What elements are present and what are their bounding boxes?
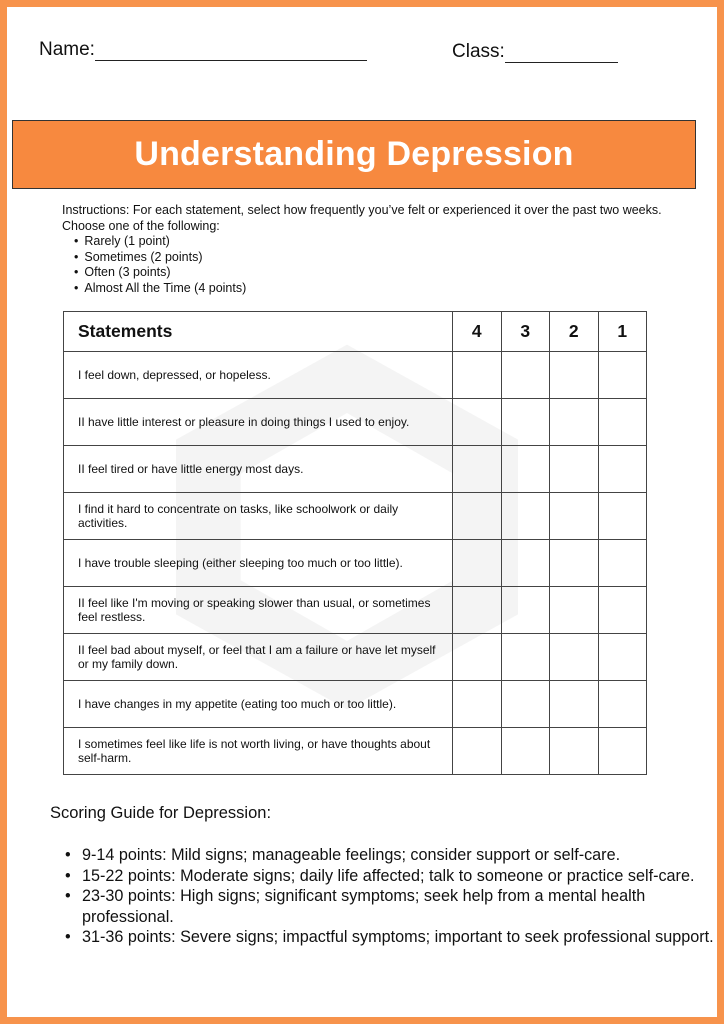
scoring-item: • 23-30 points: High signs; significant symptoms; seek help from a mental health professional. [65,886,715,927]
statements-table [63,311,647,775]
score-cell-2[interactable] [550,446,599,493]
class-field[interactable] [452,37,618,63]
score-cell-2[interactable] [550,493,599,540]
table-row [64,493,647,540]
statement-cell: I sometimes feel like life is not worth living, or have thoughts about self-harm. [64,728,453,775]
table-row [64,728,647,775]
score-cell-1[interactable] [598,399,647,446]
statement-cell: I find it hard to concentrate on tasks, like schoolwork or daily activities. [64,493,453,540]
score-cell-4[interactable] [453,728,502,775]
score-cell-3[interactable] [501,399,550,446]
page-title: Understanding Depression [134,135,574,173]
statement-cell: II feel bad about myself, or feel that I am a failure or have let myself or my family down. [64,634,453,681]
score-cell-4[interactable] [453,493,502,540]
scoring-item: • 31-36 points: Severe signs; impactful symptoms; important to seek professional support. [65,927,715,948]
score-cell-3[interactable] [501,352,550,399]
table-row [64,587,647,634]
name-input-line[interactable] [95,37,367,61]
option-item: • Rarely (1 point) [74,234,702,250]
score-cell-4[interactable] [453,399,502,446]
table-row [64,540,647,587]
table-row [64,352,647,399]
table-row [64,446,647,493]
score-header-4: 4 [453,312,502,352]
score-cell-4[interactable] [453,681,502,728]
statement-cell: II have little interest or pleasure in doing things I used to enjoy. [64,399,453,446]
scoring-item: • 15-22 points: Moderate signs; daily life affected; talk to someone or practice self-care. [65,866,715,887]
scoring-item: • 9-14 points: Mild signs; manageable feelings; consider support or self-care. [65,845,715,866]
score-cell-3[interactable] [501,681,550,728]
option-item: • Almost All the Time (4 points) [74,281,702,297]
score-cell-4[interactable] [453,540,502,587]
instructions-text: Instructions: For each statement, select how frequently you’ve felt or experienced it over the past two weeks. Choose one of the following: [62,203,662,233]
name-label: Name: [39,39,95,60]
instructions-options [74,234,702,296]
score-cell-3[interactable] [501,493,550,540]
score-cell-3[interactable] [501,728,550,775]
statements-header: Statements [64,312,453,352]
score-cell-4[interactable] [453,446,502,493]
score-cell-1[interactable] [598,587,647,634]
option-item: • Often (3 points) [74,265,702,281]
score-cell-3[interactable] [501,634,550,681]
statement-cell: I have changes in my appetite (eating too much or too little). [64,681,453,728]
score-cell-2[interactable] [550,540,599,587]
score-cell-4[interactable] [453,587,502,634]
score-cell-1[interactable] [598,446,647,493]
score-cell-3[interactable] [501,587,550,634]
statement-cell: I feel down, depressed, or hopeless. [64,352,453,399]
statement-cell: II feel like I'm moving or speaking slower than usual, or sometimes feel restless. [64,587,453,634]
statement-cell: I have trouble sleeping (either sleeping too much or too little). [64,540,453,587]
score-cell-1[interactable] [598,493,647,540]
score-header-2: 2 [550,312,599,352]
score-cell-2[interactable] [550,352,599,399]
name-field[interactable] [39,37,367,61]
score-cell-2[interactable] [550,587,599,634]
scoring-title: Scoring Guide for Depression: [50,804,272,822]
score-cell-1[interactable] [598,634,647,681]
table-row [64,399,647,446]
score-cell-1[interactable] [598,681,647,728]
option-item: • Sometimes (2 points) [74,250,702,266]
score-cell-4[interactable] [453,352,502,399]
table-row [64,634,647,681]
score-cell-4[interactable] [453,634,502,681]
score-cell-2[interactable] [550,399,599,446]
score-cell-1[interactable] [598,540,647,587]
title-banner [12,120,696,189]
score-header-3: 3 [501,312,550,352]
score-cell-2[interactable] [550,634,599,681]
score-cell-2[interactable] [550,681,599,728]
table-row [64,681,647,728]
table-header-row [64,312,647,352]
score-cell-2[interactable] [550,728,599,775]
class-input-line[interactable] [505,37,618,63]
instructions [62,203,702,296]
score-cell-1[interactable] [598,352,647,399]
score-cell-3[interactable] [501,540,550,587]
score-header-1: 1 [598,312,647,352]
statement-cell: II feel tired or have little energy most days. [64,446,453,493]
score-cell-3[interactable] [501,446,550,493]
score-cell-1[interactable] [598,728,647,775]
scoring-list [65,845,715,948]
class-label: Class: [452,41,505,62]
